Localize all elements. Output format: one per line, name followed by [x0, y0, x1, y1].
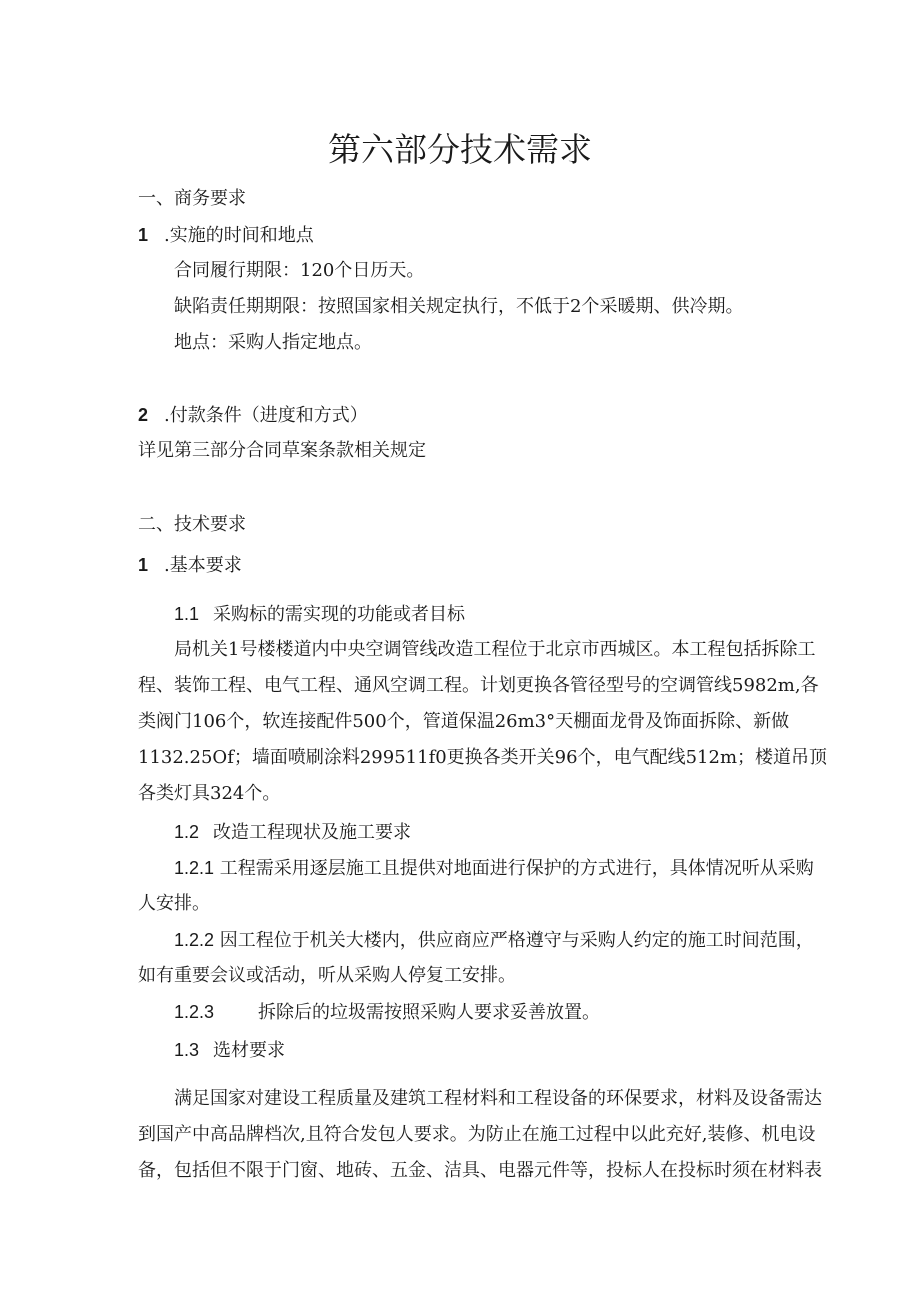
subsection-number: 1.1 [174, 604, 200, 624]
subsection-1-2-1 [174, 854, 814, 883]
subsection-1-1 [174, 600, 465, 629]
subsection-number: 1.2.1 [174, 858, 215, 878]
payment-text: 详见第三部分合同草案条款相关规定 [138, 440, 426, 461]
subsection-text: 工程需采用逐层施工且提供对地面进行保护的方式进行，具体情况听从采购 [219, 858, 814, 879]
section-heading-business: 一、商务要求 [138, 188, 246, 209]
item-heading-payment [138, 401, 368, 430]
item-heading-basic [138, 551, 242, 580]
subsection-number: 1.3 [174, 1040, 200, 1060]
subsection-1-2-2 [174, 926, 814, 955]
item-label: .付款条件（进度和方式） [164, 405, 368, 426]
item-number: 1 [138, 225, 149, 245]
subsection-label: 改造工程现状及施工要求 [213, 822, 412, 843]
subsection-label: 采购标的需实现的功能或者目标 [213, 604, 466, 625]
paragraph-line: 局机关1号楼楼道内中央空调管线改造工程位于北京市西城区。本工程包括拆除工 [174, 639, 816, 660]
subsection-number: 1.2 [174, 822, 200, 842]
section-heading-technical: 二、技术要求 [138, 514, 246, 535]
subsection-text: 拆除后的垃圾需按照采购人要求妥善放置。 [258, 1002, 601, 1023]
item-label: .基本要求 [164, 555, 242, 576]
warranty-period-text: 缺陷责任期期限：按照国家相关规定执行，不低于2个采暖期、供冷期。 [174, 296, 744, 317]
paragraph-line: 如有重要会议或活动，听从采购人停复工安排。 [138, 965, 516, 986]
item-number: 2 [138, 405, 149, 425]
paragraph-line: 类阀门106个，软连接配件500个，管道保温26m3°天棚面龙骨及饰面拆除、新做 [138, 711, 790, 732]
page-title: 第六部分技术需求 [328, 130, 592, 169]
paragraph-line: 满足国家对建设工程质量及建筑工程材料和工程设备的环保要求，材料及设备需达 [174, 1088, 822, 1109]
paragraph-line: 到国产中高品牌档次,且符合发包人要求。为防止在施工过程中以此充好,装修、机电设 [138, 1124, 816, 1145]
paragraph-line: 程、装饰工程、电气工程、通风空调工程。计划更换各管径型号的空调管线5982m,各 [138, 675, 819, 696]
paragraph-line: 各类灯具324个。 [138, 783, 281, 804]
contract-period-text: 合同履行期限：120个日历天。 [174, 260, 425, 281]
location-text: 地点：采购人指定地点。 [174, 332, 372, 353]
subsection-text: 因工程位于机关大楼内，供应商应严格遵守与采购人约定的施工时间范围， [219, 930, 814, 951]
paragraph-line: 人安排。 [138, 893, 210, 914]
subsection-number: 1.2.2 [174, 930, 215, 950]
subsection-number: 1.2.3 [174, 1002, 215, 1022]
subsection-1-2 [174, 818, 411, 847]
subsection-1-3 [174, 1036, 285, 1065]
subsection-label: 选材要求 [213, 1040, 286, 1061]
subsection-1-2-3 [174, 998, 600, 1027]
item-number: 1 [138, 555, 149, 575]
item-label: .实施的时间和地点 [164, 225, 314, 246]
item-heading-time-place [138, 221, 314, 250]
paragraph-line: 备，包括但不限于门窗、地砖、五金、洁具、电器元件等，投标人在投标时须在材料表 [138, 1160, 822, 1181]
paragraph-line: 1132.25Of；墙面喷刷涂料299511f0更换各类开关96个，电气配线512m；楼道吊顶 [138, 747, 828, 768]
